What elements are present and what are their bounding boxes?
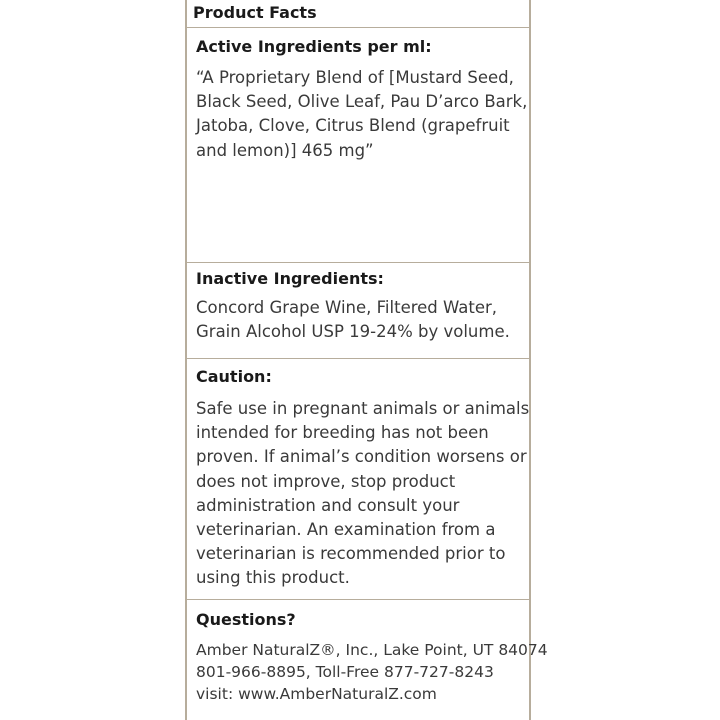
divider [187, 358, 529, 359]
text-line: Jatoba, Clove, Citrus Blend (grapefruit [196, 116, 510, 136]
caution-text [196, 397, 528, 591]
active-ingredients-heading: Active Ingredients per ml: [196, 37, 432, 56]
questions-heading: Questions? [196, 610, 296, 629]
divider [187, 599, 529, 600]
product-facts-title: Product Facts [193, 3, 317, 22]
text-line: Amber NaturalZ®, Inc., Lake Point, UT 84074 [196, 641, 548, 659]
text-line: intended for breeding has not been [196, 423, 489, 443]
inactive-ingredients-heading: Inactive Ingredients: [196, 269, 384, 288]
product-facts-panel [185, 0, 548, 720]
inactive-ingredients-text [196, 296, 528, 344]
text-line: administration and consult your [196, 495, 460, 515]
text-line: Safe use in pregnant animals or animals [196, 399, 530, 418]
divider [187, 262, 529, 263]
active-ingredients-text [196, 66, 528, 163]
text-line: veterinarian. An examination from a [196, 520, 496, 540]
text-line: “A Proprietary Blend of [Mustard Seed, [196, 68, 514, 87]
text-line: veterinarian is recommended prior to [196, 544, 506, 564]
text-line: visit: www.AmberNaturalZ.com [196, 685, 437, 703]
text-line: Concord Grape Wine, Filtered Water, [196, 298, 498, 317]
text-line: 801-966-8895, Toll-Free 877-727-8243 [196, 663, 494, 681]
text-line: proven. If animal’s condition worsens or [196, 447, 527, 467]
caution-heading: Caution: [196, 367, 272, 386]
text-line: Black Seed, Olive Leaf, Pau D’arco Bark, [196, 92, 528, 112]
text-line: does not improve, stop product [196, 471, 456, 491]
text-line: using this product. [196, 568, 350, 588]
questions-text [196, 639, 548, 705]
divider [187, 27, 529, 28]
text-line: Grain Alcohol USP 19-24% by volume. [196, 322, 510, 342]
text-line: and lemon)] 465 mg” [196, 140, 374, 160]
